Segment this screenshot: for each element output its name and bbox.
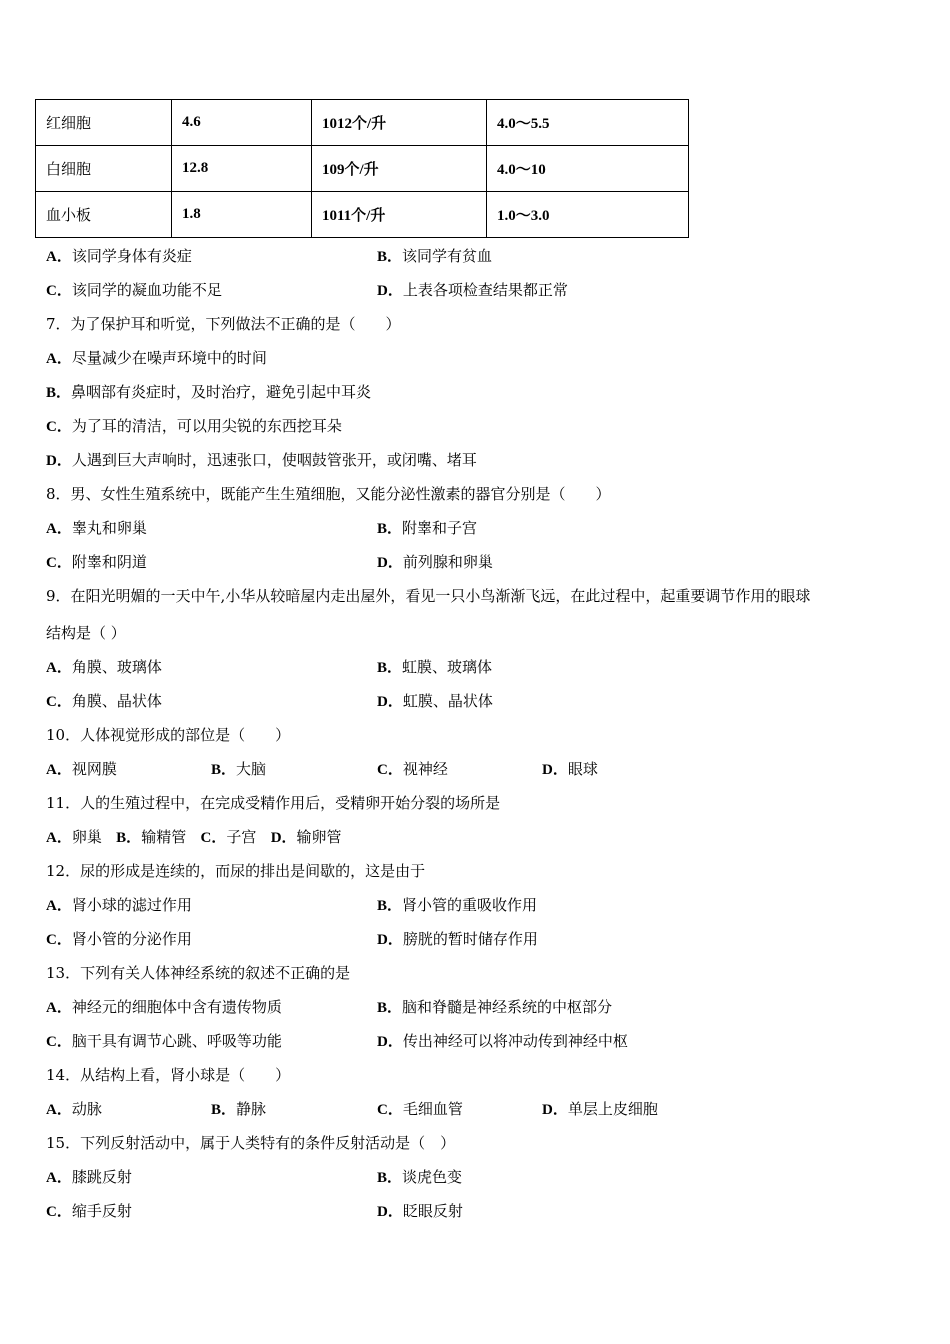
- q7-option-d: D．人遇到巨大声响时，迅速张口，使咽鼓管张开，或闭嘴、堵耳: [46, 451, 477, 469]
- q15-option-d: D．眨眼反射: [377, 1202, 463, 1220]
- q13-option-b: B．脑和脊髓是神经系统的中枢部分: [377, 998, 613, 1016]
- q10-option-a: A．视网膜: [46, 760, 117, 778]
- q14-option-b: B．静脉: [211, 1100, 267, 1118]
- q10-option-c: C．视神经: [377, 760, 448, 778]
- q8-option-c: C．附睾和阴道: [46, 553, 147, 571]
- q10-option-d: D．眼球: [542, 760, 598, 778]
- q6-option-a: A．该同学身体有炎症: [46, 247, 192, 265]
- q7-stem: 7．为了保护耳和听觉，下列做法不正确的是（ ）: [46, 315, 401, 333]
- q9-option-c: C．角膜、晶状体: [46, 692, 162, 710]
- q11-option-a: A．卵巢: [46, 828, 102, 846]
- q12-option-c: C．肾小管的分泌作用: [46, 930, 192, 948]
- q12-option-b: B．肾小管的重吸收作用: [377, 896, 538, 914]
- q8-option-b: B．附睾和子宫: [377, 519, 478, 537]
- q6-options-row-1: [46, 245, 916, 279]
- q10-stem: 10．人体视觉形成的部位是（ ）: [46, 726, 291, 744]
- q9-stem-line-1: 9．在阳光明媚的一天中午,小华从较暗屋内走出屋外，看见一只小鸟渐渐飞远，在此过程中，起重要调节作用的眼球: [46, 587, 811, 605]
- q9-options-row-1: [46, 656, 916, 690]
- table-cell: 1011个/升: [312, 192, 487, 238]
- q14-option-c: C．毛细血管: [377, 1100, 463, 1118]
- q14-option-a: A．动脉: [46, 1100, 102, 1118]
- q8-stem: 8．男、女性生殖系统中，既能产生生殖细胞，又能分泌性激素的器官分别是（ ）: [46, 485, 611, 503]
- q12-option-d: D．膀胱的暂时储存作用: [377, 930, 538, 948]
- table-cell: 4.6: [172, 100, 312, 146]
- q7-option-c: C．为了耳的清洁，可以用尖锐的东西挖耳朵: [46, 417, 342, 435]
- q8-option-d: D．前列腺和卵巢: [377, 553, 493, 571]
- table-row: [36, 192, 689, 238]
- q9-options-row-2: [46, 690, 916, 724]
- q12-option-a: A．肾小球的滤过作用: [46, 896, 192, 914]
- q14-stem: 14．从结构上看，肾小球是（ ）: [46, 1066, 291, 1084]
- q14-options-row: [46, 1098, 916, 1132]
- q15-stem: 15．下列反射活动中，属于人类特有的条件反射活动是（ ）: [46, 1134, 456, 1152]
- q15-option-a: A．膝跳反射: [46, 1168, 132, 1186]
- q13-options-row-2: [46, 1030, 916, 1064]
- table-cell: 1.0～3.0: [487, 192, 689, 238]
- q12-stem: 12．尿的形成是连续的，而尿的排出是间歇的，这是由于: [46, 862, 426, 880]
- q8-options-row-2: [46, 551, 916, 585]
- q15-option-c: C．缩手反射: [46, 1202, 132, 1220]
- q6-option-c: C．该同学的凝血功能不足: [46, 281, 222, 299]
- q13-option-c: C．脑干具有调节心跳、呼吸等功能: [46, 1032, 282, 1050]
- table-cell: 血小板: [36, 192, 172, 238]
- q8-option-a: A．睾丸和卵巢: [46, 519, 147, 537]
- q12-options-row-1: [46, 894, 916, 928]
- q9-stem-line-2: 结构是（ ）: [46, 624, 126, 642]
- q6-options-row-2: [46, 279, 916, 313]
- q9-option-a: A．角膜、玻璃体: [46, 658, 162, 676]
- q10-option-b: B．大脑: [211, 760, 267, 778]
- q7-option-b: B．鼻咽部有炎症时，及时治疗，避免引起中耳炎: [46, 383, 372, 401]
- q13-option-a: A．神经元的细胞体中含有遗传物质: [46, 998, 282, 1016]
- table-cell: 红细胞: [36, 100, 172, 146]
- table-cell: 1.8: [172, 192, 312, 238]
- q11-option-b: B．输精管: [116, 828, 187, 846]
- table-row: [36, 100, 689, 146]
- table-cell: 4.0～10: [487, 146, 689, 192]
- table-cell: 109个/升: [312, 146, 487, 192]
- table-cell: 12.8: [172, 146, 312, 192]
- question-list: [46, 245, 916, 1234]
- q9-option-d: D．虹膜、晶状体: [377, 692, 493, 710]
- table-cell: 4.0～5.5: [487, 100, 689, 146]
- q11-option-c: C．子宫: [200, 828, 257, 846]
- q15-options-row-1: [46, 1166, 916, 1200]
- q14-option-d: D．单层上皮细胞: [542, 1100, 658, 1118]
- table-cell: 白细胞: [36, 146, 172, 192]
- q11-option-d: D．输卵管: [270, 828, 342, 846]
- q13-stem: 13．下列有关人体神经系统的叙述不正确的是: [46, 964, 351, 982]
- q15-options-row-2: [46, 1200, 916, 1234]
- q13-option-d: D．传出神经可以将冲动传到神经中枢: [377, 1032, 628, 1050]
- q11-stem: 11．人的生殖过程中，在完成受精作用后，受精卵开始分裂的场所是: [46, 794, 501, 812]
- table-cell: 1012个/升: [312, 100, 487, 146]
- q10-options-row: [46, 758, 916, 792]
- q12-options-row-2: [46, 928, 916, 962]
- blood-test-table: [35, 99, 689, 238]
- q6-option-d: D．上表各项检查结果都正常: [377, 281, 568, 299]
- q13-options-row-1: [46, 996, 916, 1030]
- q7-option-a: A．尽量减少在噪声环境中的时间: [46, 349, 267, 367]
- table-row: [36, 146, 689, 192]
- q15-option-b: B．谈虎色变: [377, 1168, 463, 1186]
- q6-option-b: B．该同学有贫血: [377, 247, 493, 265]
- q11-options-row: [46, 826, 916, 860]
- q8-options-row-1: [46, 517, 916, 551]
- q9-option-b: B．虹膜、玻璃体: [377, 658, 493, 676]
